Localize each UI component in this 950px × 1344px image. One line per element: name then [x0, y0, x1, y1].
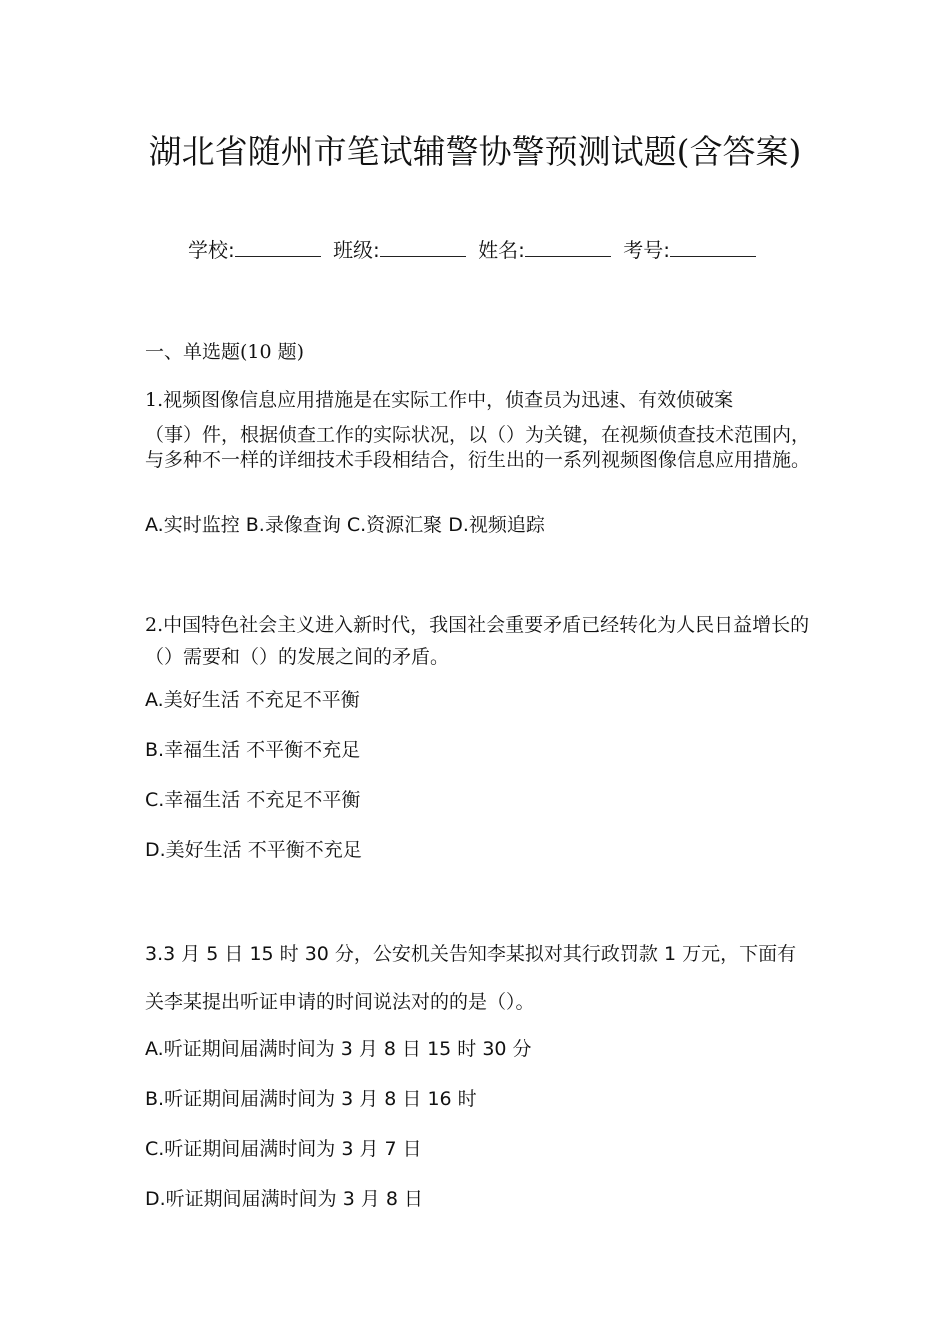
exam-number-label: 考号: — [623, 238, 671, 262]
school-label: 学校: — [187, 238, 235, 262]
question-3-option-c: C.听证期间届满时间为 3 月 7 日 — [145, 1138, 422, 1160]
question-3-option-a: A.听证期间届满时间为 3 月 8 日 15 时 30 分 — [145, 1038, 532, 1060]
question-3-stem: 3.3 月 5 日 15 时 30 分，公安机关告知李某拟对其行政罚款 1 万元，下面有关李某提出听证申请的时间说法对的的是（）。 — [145, 943, 797, 1013]
class-label: 班级: — [333, 238, 380, 262]
exam-number-field — [623, 234, 762, 263]
question-2-stem: 2.中国特色社会主义进入新时代，我国社会重要矛盾已经转化为人民日益增长的（）需要和（）的发展之间的矛盾。 — [145, 614, 810, 668]
question-1-options: A.实时监控 B.录像查询 C.资源汇聚 D.视频追踪 — [145, 514, 545, 536]
student-info-line — [145, 234, 805, 263]
class-field — [333, 234, 472, 263]
question-1-stem — [145, 385, 810, 473]
question-2-option-d: D.美好生活 不平衡不充足 — [145, 839, 362, 861]
school-blank — [235, 256, 321, 257]
name-blank — [525, 256, 611, 257]
question-2-option-c: C.幸福生活 不充足不平衡 — [145, 789, 361, 811]
question-3-option-b: B.听证期间届满时间为 3 月 8 日 16 时 — [145, 1088, 477, 1110]
question-2-option-a: A.美好生活 不充足不平衡 — [145, 689, 360, 711]
section-heading: 一、单选题(10 题) — [145, 341, 305, 363]
document-title: 湖北省随州市笔试辅警协警预测试题(含答案) — [148, 132, 802, 171]
question-1-stem-line1: 1.视频图像信息应用措施是在实际工作中，侦查员为迅速、有效侦破案 — [145, 389, 734, 411]
school-field — [188, 234, 327, 263]
name-label: 姓名: — [478, 238, 525, 262]
class-blank — [380, 256, 466, 257]
question-1-stem-rest: （事）件，根据侦查工作的实际状况，以（）为关键，在视频侦查技术范围内，与多种不一样的详细技术手段相结合，衍生出的一系列视频图像信息应用措施。 — [145, 424, 811, 471]
question-2-option-b: B.幸福生活 不平衡不充足 — [145, 739, 361, 761]
question-3-option-d: D.听证期间届满时间为 3 月 8 日 — [145, 1188, 424, 1210]
exam-number-blank — [670, 256, 756, 257]
name-field — [478, 234, 617, 263]
